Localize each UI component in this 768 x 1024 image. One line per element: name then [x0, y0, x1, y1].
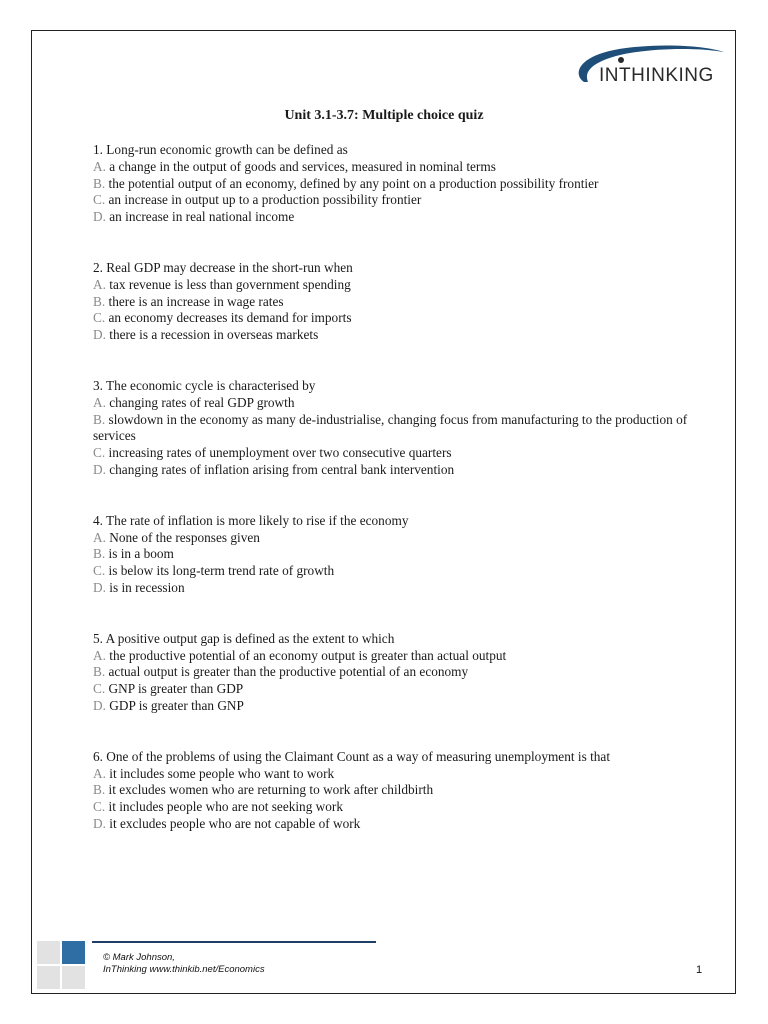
option-text: actual output is greater than the productive potential of an economy	[105, 664, 469, 680]
answer-option	[93, 766, 693, 783]
option-text: it includes people who are not seeking work	[105, 799, 344, 815]
question-stem: 3. The economic cycle is characterised by	[93, 377, 316, 393]
question-list	[93, 142, 693, 867]
question-2	[93, 260, 693, 344]
answer-option	[93, 395, 693, 412]
footer-square	[62, 966, 85, 989]
answer-option	[93, 648, 693, 665]
option-text: GDP is greater than GNP	[105, 697, 244, 713]
answer-option	[93, 412, 693, 446]
option-letter: A.	[93, 158, 106, 174]
option-text: slowdown in the economy as many de-industrialise, changing focus from manufacturing to the production of services	[93, 411, 688, 444]
option-letter: C.	[93, 310, 106, 326]
option-text: an increase in real national income	[105, 209, 295, 225]
answer-option	[93, 664, 693, 681]
option-letter: B.	[93, 546, 106, 562]
footer-square	[37, 966, 60, 989]
option-text: increasing rates of unemployment over two consecutive quarters	[105, 445, 452, 461]
option-text: the productive potential of an economy output is greater than actual output	[105, 647, 507, 663]
option-letter: A.	[93, 765, 106, 781]
option-letter: D.	[93, 697, 106, 713]
answer-option	[93, 563, 693, 580]
answer-option	[93, 209, 693, 226]
inthinking-logo	[566, 38, 726, 90]
option-letter: A.	[93, 647, 106, 663]
option-letter: A.	[93, 394, 106, 410]
answer-option	[93, 310, 693, 327]
footer-decoration	[37, 941, 85, 989]
question-stem: 1. Long-run economic growth can be defined as	[93, 142, 348, 157]
option-letter: B.	[93, 664, 106, 680]
option-letter: C.	[93, 563, 106, 579]
footer-rule	[92, 941, 376, 943]
page-title: Unit 3.1-3.7: Multiple choice quiz	[284, 108, 484, 123]
option-letter: B.	[93, 411, 106, 427]
question-5	[93, 631, 693, 715]
answer-option	[93, 580, 693, 597]
question-stem: 5. A positive output gap is defined as the extent to which	[93, 630, 395, 646]
answer-option	[93, 159, 693, 176]
answer-option	[93, 445, 693, 462]
question-stem: 4. The rate of inflation is more likely to rise if the economy	[93, 512, 409, 528]
question-1	[93, 142, 693, 226]
option-text: changing rates of real GDP growth	[105, 394, 295, 410]
option-text: is in a boom	[105, 546, 174, 562]
option-letter: C.	[93, 681, 106, 697]
answer-option	[93, 698, 693, 715]
answer-option	[93, 294, 693, 311]
question-6	[93, 749, 693, 833]
question-stem: 2. Real GDP may decrease in the short-run when	[93, 259, 353, 275]
option-letter: D.	[93, 579, 106, 595]
option-text: it excludes women who are returning to work after childbirth	[105, 782, 434, 798]
answer-option	[93, 782, 693, 799]
answer-option	[93, 327, 693, 344]
answer-option	[93, 176, 693, 193]
option-text: is below its long-term trend rate of growth	[105, 563, 335, 579]
question-3	[93, 378, 693, 479]
option-letter: D.	[93, 461, 106, 477]
logo-text: INTHINKING	[599, 65, 714, 86]
option-letter: B.	[93, 293, 106, 309]
logo-swoosh-icon	[566, 38, 726, 90]
option-letter: A.	[93, 276, 106, 292]
option-text: an increase in output up to a production possibility frontier	[105, 192, 422, 208]
option-letter: C.	[93, 445, 106, 461]
footer-square	[37, 941, 60, 964]
option-letter: C.	[93, 192, 106, 208]
footer-copyright: © Mark Johnson,	[103, 952, 175, 963]
option-text: None of the responses given	[105, 529, 260, 545]
option-text: it excludes people who are not capable of work	[105, 815, 361, 831]
answer-option	[93, 681, 693, 698]
answer-option	[93, 799, 693, 816]
option-text: the potential output of an economy, defined by any point on a production possibility frontier	[105, 175, 599, 191]
option-text: an economy decreases its demand for imports	[105, 310, 352, 326]
footer-square	[62, 941, 85, 964]
question-stem: 6. One of the problems of using the Claimant Count as a way of measuring unemployment is that	[93, 748, 611, 764]
option-text: there is an increase in wage rates	[105, 293, 284, 309]
option-letter: D.	[93, 327, 106, 343]
answer-option	[93, 277, 693, 294]
option-text: GNP is greater than GDP	[105, 681, 244, 697]
answer-option	[93, 462, 693, 479]
option-letter: C.	[93, 799, 106, 815]
footer-credit	[103, 952, 265, 976]
option-text: is in recession	[105, 579, 185, 595]
option-text: it includes some people who want to work	[105, 765, 335, 781]
option-text: a change in the output of goods and services, measured in nominal terms	[105, 158, 496, 174]
answer-option	[93, 816, 693, 833]
option-text: there is a recession in overseas markets	[105, 327, 319, 343]
option-text: changing rates of inflation arising from central bank intervention	[105, 461, 455, 477]
option-text: tax revenue is less than government spending	[105, 276, 351, 292]
option-letter: A.	[93, 529, 106, 545]
option-letter: D.	[93, 209, 106, 225]
option-letter: B.	[93, 175, 106, 191]
footer-website: InThinking www.thinkib.net/Economics	[103, 964, 265, 975]
option-letter: D.	[93, 815, 106, 831]
answer-option	[93, 530, 693, 547]
option-letter: B.	[93, 782, 106, 798]
answer-option	[93, 546, 693, 563]
page-number: 1	[696, 964, 703, 976]
answer-option	[93, 192, 693, 209]
question-4	[93, 513, 693, 597]
